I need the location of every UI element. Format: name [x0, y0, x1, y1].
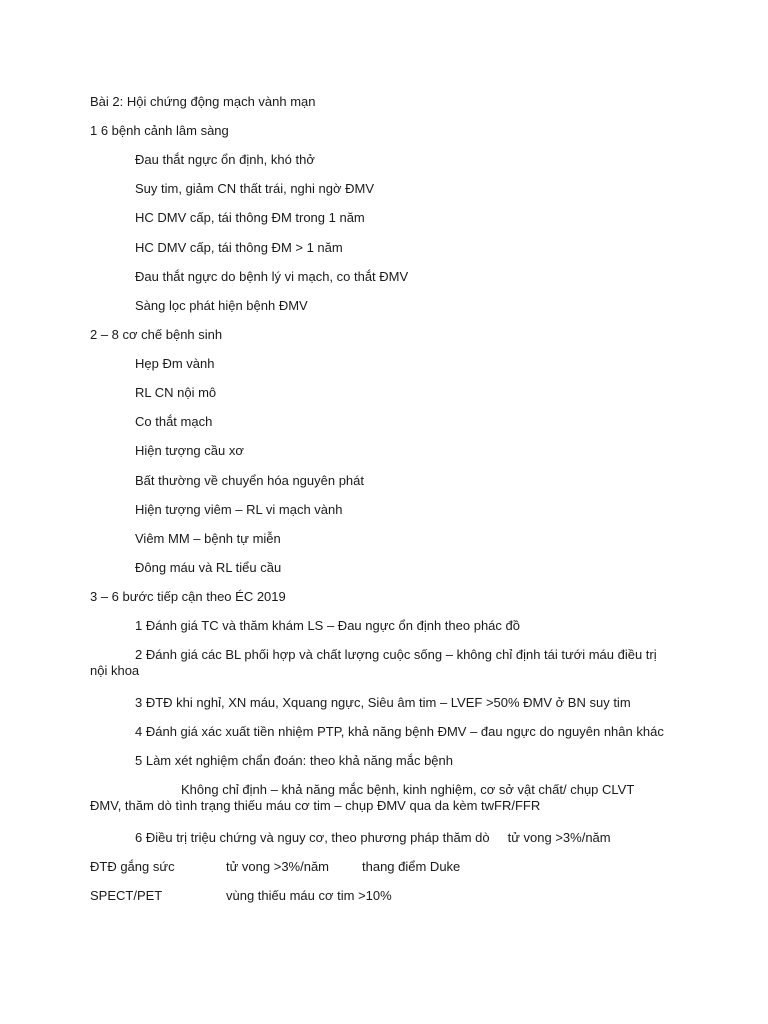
- section-2-item: Hẹp Đm vành: [135, 356, 215, 371]
- section-2-item: Hiện tượng viêm – RL vi mạch vành: [135, 502, 343, 517]
- summary-row-1-extra: thang điểm Duke: [362, 859, 461, 874]
- section-2-item: Co thắt mạch: [135, 414, 213, 429]
- section-1-item: Đau thắt ngực do bệnh lý vi mạch, co thắt ĐMV: [135, 269, 409, 284]
- summary-row-1-label: ĐTĐ gắng sức: [90, 859, 175, 874]
- section-1-item: Sàng lọc phát hiện bệnh ĐMV: [135, 298, 308, 313]
- approach-step-5-note: Không chỉ định – khả năng mắc bệnh, kinh nghiệm, cơ sở vật chất/ chụp CLVT ĐMV, thăm dò tình trạng thiếu máu cơ tim – chụp ĐMV qua da kèm twFR/FFR: [90, 782, 635, 813]
- summary-row-2-value: vùng thiếu máu cơ tim >10%: [226, 888, 392, 903]
- section-2-item: RL CN nội mô: [135, 385, 217, 400]
- document-title: Bài 2: Hội chứng động mạch vành mạn: [90, 94, 316, 109]
- section-2-item: Viêm MM – bệnh tự miễn: [135, 531, 281, 546]
- approach-step-6-text: 6 Điều trị triệu chứng và nguy cơ, theo phương pháp thăm dò: [135, 830, 490, 845]
- section-1-item: Đau thắt ngực ổn định, khó thở: [135, 152, 315, 167]
- approach-step-4: 4 Đánh giá xác xuất tiền nhiệm PTP, khả năng bệnh ĐMV – đau ngực do nguyên nhân khác: [135, 724, 664, 739]
- approach-step-2: 2 Đánh giá các BL phối hợp và chất lượng cuộc sống – không chỉ định tái tưới máu điều trị nội khoa: [90, 647, 657, 678]
- section-2-item: Bất thường về chuyển hóa nguyên phát: [135, 473, 365, 488]
- section-2-item: Đông máu và RL tiểu cầu: [135, 560, 282, 575]
- section-1-item: HC DMV cấp, tái thông ĐM trong 1 năm: [135, 210, 365, 225]
- approach-step-1: 1 Đánh giá TC và thăm khám LS – Đau ngực ổn định theo phác đồ: [135, 618, 520, 633]
- section-1-item: Suy tim, giảm CN thất trái, nghi ngờ ĐMV: [135, 181, 374, 196]
- approach-step-6: [135, 830, 611, 846]
- section-1-heading: 1 6 bệnh cảnh lâm sàng: [90, 123, 229, 138]
- section-3-heading: 3 – 6 bước tiếp cận theo ÉC 2019: [90, 589, 286, 604]
- summary-row-1-value: tử vong >3%/năm: [226, 859, 330, 874]
- section-2-item: Hiện tượng cầu xơ: [135, 443, 244, 458]
- section-2-heading: 2 – 8 cơ chế bệnh sinh: [90, 327, 223, 342]
- section-1-item: HC DMV cấp, tái thông ĐM > 1 năm: [135, 240, 343, 255]
- summary-row-2-label: SPECT/PET: [90, 888, 163, 903]
- approach-step-6-tail: tử vong >3%/năm: [507, 830, 611, 845]
- approach-step-3: 3 ĐTĐ khi nghỉ, XN máu, Xquang ngực, Siêu âm tim – LVEF >50% ĐMV ở BN suy tim: [135, 695, 631, 710]
- approach-step-5: 5 Làm xét nghiệm chẩn đoán: theo khả năng mắc bệnh: [135, 753, 453, 768]
